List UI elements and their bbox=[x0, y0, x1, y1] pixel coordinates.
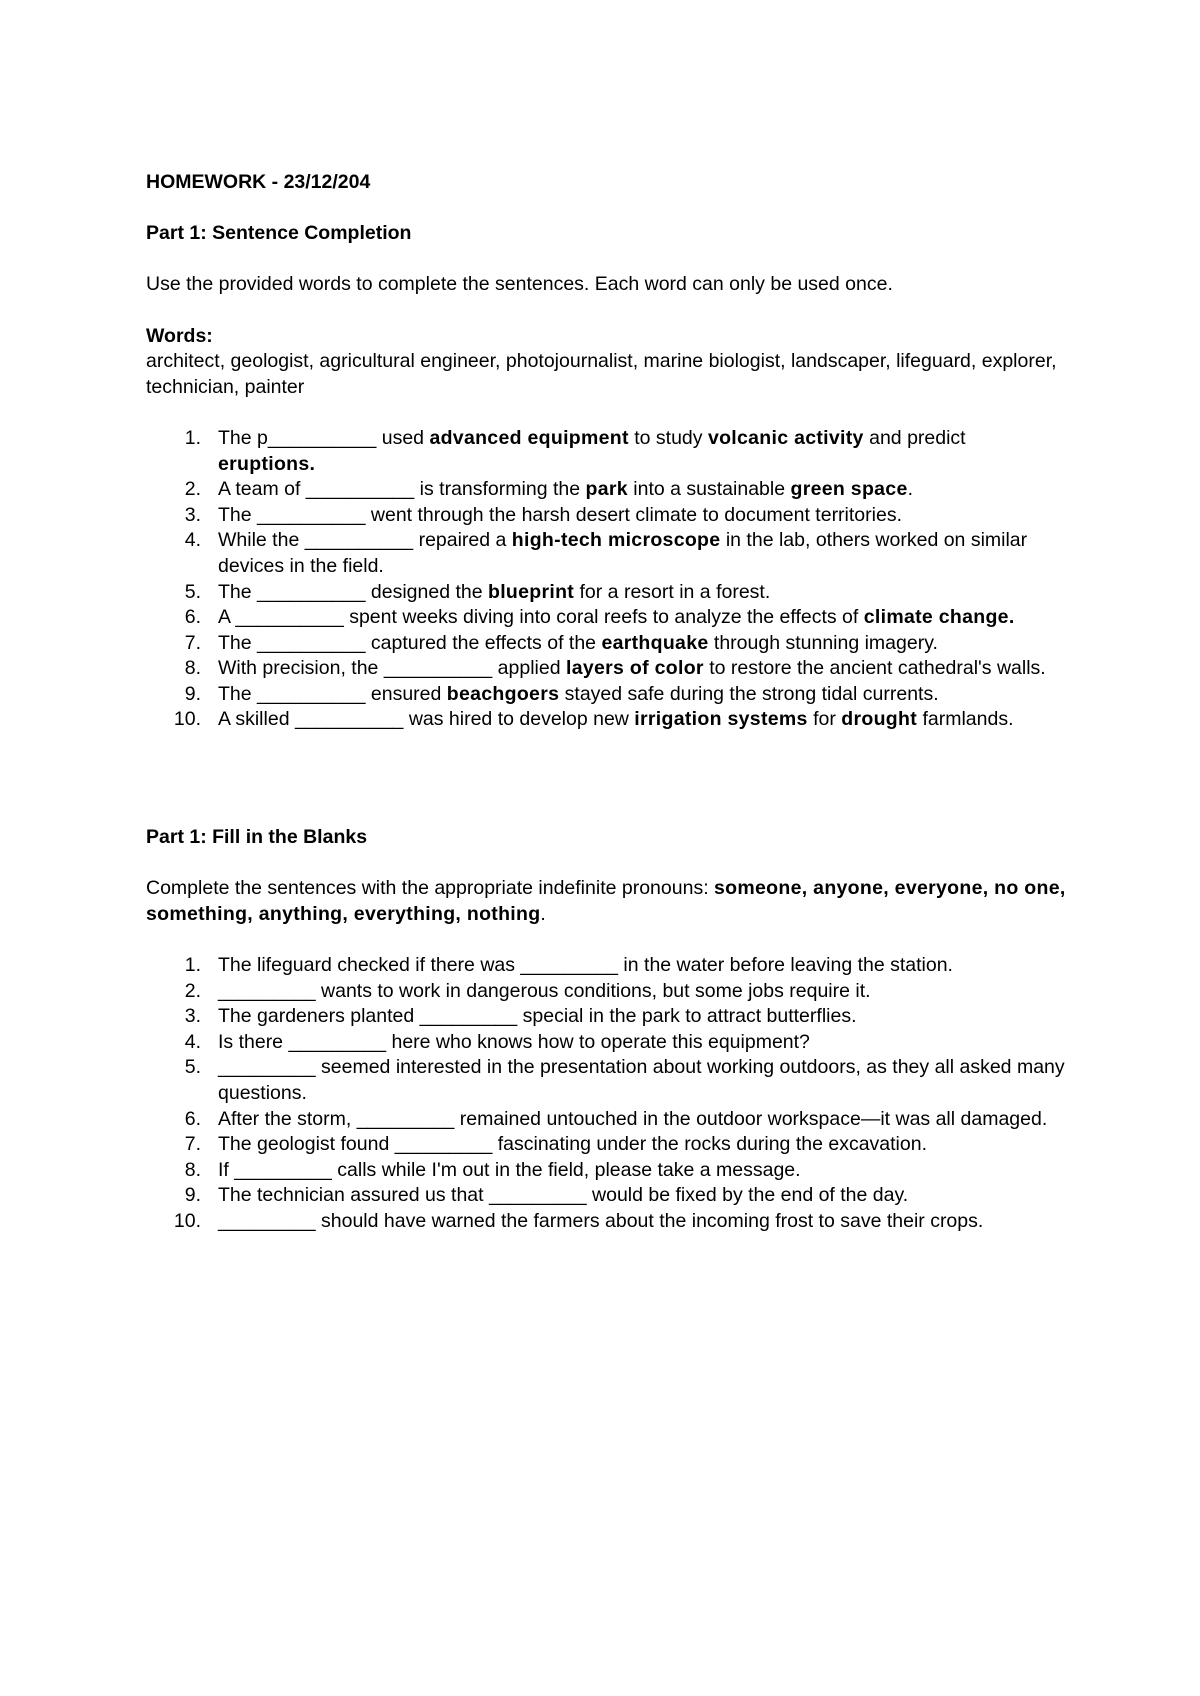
question-number: 10 . bbox=[146, 707, 201, 733]
question-text: _________ seemed interested in the presentation about working outdoors, as they all asked many questions. bbox=[218, 1056, 1065, 1104]
part1-question-list bbox=[146, 426, 1066, 733]
part2-heading: Part 1: Fill in the Blanks bbox=[146, 826, 368, 849]
question-number: 3 . bbox=[146, 1004, 201, 1030]
question-keyword: layers of color bbox=[566, 657, 704, 680]
question-keyword: climate change. bbox=[863, 606, 1015, 629]
question-keyword: blueprint bbox=[487, 580, 575, 603]
question-number: 4 . bbox=[146, 1030, 201, 1056]
question-text: Is there _________ here who knows how to operate this equipment? bbox=[218, 1030, 810, 1053]
question-text: A team of __________ is transforming the bbox=[218, 478, 586, 501]
question-text: for a resort in a forest. bbox=[574, 580, 771, 603]
question-text: While the __________ repaired a bbox=[218, 529, 512, 552]
question-number: 10 . bbox=[146, 1209, 201, 1235]
question-text: for bbox=[807, 708, 842, 731]
part1-question-item bbox=[146, 605, 1066, 631]
question-keyword: volcanic activity bbox=[707, 426, 864, 449]
part2-question-item bbox=[146, 1132, 1066, 1158]
part2-question-item bbox=[146, 1004, 1066, 1030]
question-number: 2 . bbox=[146, 477, 201, 503]
question-keyword: green space bbox=[790, 478, 908, 501]
question-text: into a sustainable bbox=[627, 478, 791, 501]
question-text: The geologist found _________ fascinating under the rocks during the excavation. bbox=[218, 1133, 927, 1156]
question-text: The gardeners planted _________ special in the park to attract butterflies. bbox=[218, 1005, 857, 1028]
question-number: 8 . bbox=[146, 656, 201, 682]
question-text: to study bbox=[628, 426, 708, 449]
part2-question-item bbox=[146, 1055, 1066, 1106]
question-number: 4 . bbox=[146, 528, 201, 554]
part1-question-item bbox=[146, 707, 1066, 733]
part1-question-item bbox=[146, 503, 1066, 529]
part1-instructions: Use the provided words to complete the sentences. Each word can only be used once. bbox=[146, 273, 893, 296]
question-number: 5 . bbox=[146, 580, 201, 606]
question-number: 6 . bbox=[146, 605, 201, 631]
question-number: 2 . bbox=[146, 979, 201, 1005]
part2-question-item bbox=[146, 979, 1066, 1005]
question-number: 1 . bbox=[146, 426, 201, 452]
question-keyword: park bbox=[585, 478, 628, 501]
section-spacer bbox=[146, 733, 1066, 825]
question-text: The __________ ensured bbox=[218, 682, 447, 705]
question-keyword: advanced equipment bbox=[429, 426, 629, 449]
question-number: 1 . bbox=[146, 953, 201, 979]
part1-question-item bbox=[146, 580, 1066, 606]
part1-question-item bbox=[146, 656, 1066, 682]
part1-question-item bbox=[146, 477, 1066, 503]
question-text: The technician assured us that _________ would be fixed by the end of the day. bbox=[218, 1184, 909, 1207]
question-keyword: drought bbox=[841, 708, 918, 731]
question-number: 7 . bbox=[146, 631, 201, 657]
part2-question-item bbox=[146, 1030, 1066, 1056]
part2-instructions-prefix: Complete the sentences with the appropriate indefinite pronouns: bbox=[146, 877, 715, 900]
part1-question-item bbox=[146, 426, 1066, 477]
question-number: 6 . bbox=[146, 1107, 201, 1133]
document-title: HOMEWORK - 23/12/204 bbox=[146, 171, 371, 193]
part2-question-item bbox=[146, 1107, 1066, 1133]
part2-instructions-suffix: . bbox=[540, 902, 546, 925]
question-keyword: irrigation systems bbox=[634, 708, 808, 731]
part1-heading: Part 1: Sentence Completion bbox=[146, 222, 412, 245]
question-number: 7 . bbox=[146, 1132, 201, 1158]
question-text: _________ should have warned the farmers about the incoming frost to save their crops. bbox=[218, 1209, 984, 1232]
question-text: The lifeguard checked if there was _________ in the water before leaving the station. bbox=[218, 954, 953, 977]
words-label: Words: bbox=[146, 324, 213, 347]
part2-question-item bbox=[146, 953, 1066, 979]
question-keyword: high-tech microscope bbox=[511, 529, 721, 552]
question-text: _________ wants to work in dangerous conditions, but some jobs require it. bbox=[218, 979, 871, 1002]
words-list: architect, geologist, agricultural engineer, photojournalist, marine biologist, landscaper, lifeguard, explorer, technician, painter bbox=[146, 350, 1057, 398]
question-text: A skilled __________ was hired to develop new bbox=[218, 708, 635, 731]
question-text: . bbox=[907, 478, 914, 501]
question-number: 5 . bbox=[146, 1055, 201, 1081]
question-text: A __________ spent weeks diving into coral reefs to analyze the effects of bbox=[218, 606, 864, 629]
question-number: 9 . bbox=[146, 1183, 201, 1209]
question-text: After the storm, _________ remained untouched in the outdoor workspace—it was all damaged. bbox=[218, 1107, 1048, 1130]
part1-question-item bbox=[146, 682, 1066, 708]
question-text: The __________ captured the effects of the bbox=[218, 631, 602, 654]
question-text: With precision, the __________ applied bbox=[218, 657, 566, 680]
question-text: The p__________ used bbox=[218, 426, 430, 449]
part2-question-item bbox=[146, 1209, 1066, 1235]
question-text: The __________ went through the harsh desert climate to document territories. bbox=[218, 503, 902, 526]
question-number: 8 . bbox=[146, 1158, 201, 1184]
question-keyword: beachgoers bbox=[446, 682, 560, 705]
part2-question-item bbox=[146, 1183, 1066, 1209]
part2-question-item bbox=[146, 1158, 1066, 1184]
question-text: in the lab, others worked on similar devices in the field. bbox=[218, 529, 1028, 577]
question-keyword: earthquake bbox=[601, 631, 709, 654]
question-text: to restore the ancient cathedral's walls. bbox=[703, 657, 1046, 680]
question-text: and predict bbox=[863, 426, 966, 449]
question-text: The __________ designed the bbox=[218, 580, 488, 603]
document-page bbox=[146, 170, 1066, 1235]
question-text: through stunning imagery. bbox=[708, 631, 938, 654]
question-text: farmlands. bbox=[917, 708, 1014, 731]
question-number: 9 . bbox=[146, 682, 201, 708]
pronoun-list: someone, anyone, everyone, no one, something, anything, everything, nothing bbox=[146, 877, 1066, 925]
part1-question-item bbox=[146, 631, 1066, 657]
part1-question-item bbox=[146, 528, 1066, 579]
question-text: stayed safe during the strong tidal currents. bbox=[559, 682, 939, 705]
question-text: If _________ calls while I'm out in the field, please take a message. bbox=[218, 1158, 801, 1181]
question-keyword: eruptions. bbox=[218, 452, 316, 475]
question-number: 3 . bbox=[146, 503, 201, 529]
part2-question-list bbox=[146, 953, 1066, 1235]
part2-instructions bbox=[146, 876, 1066, 927]
